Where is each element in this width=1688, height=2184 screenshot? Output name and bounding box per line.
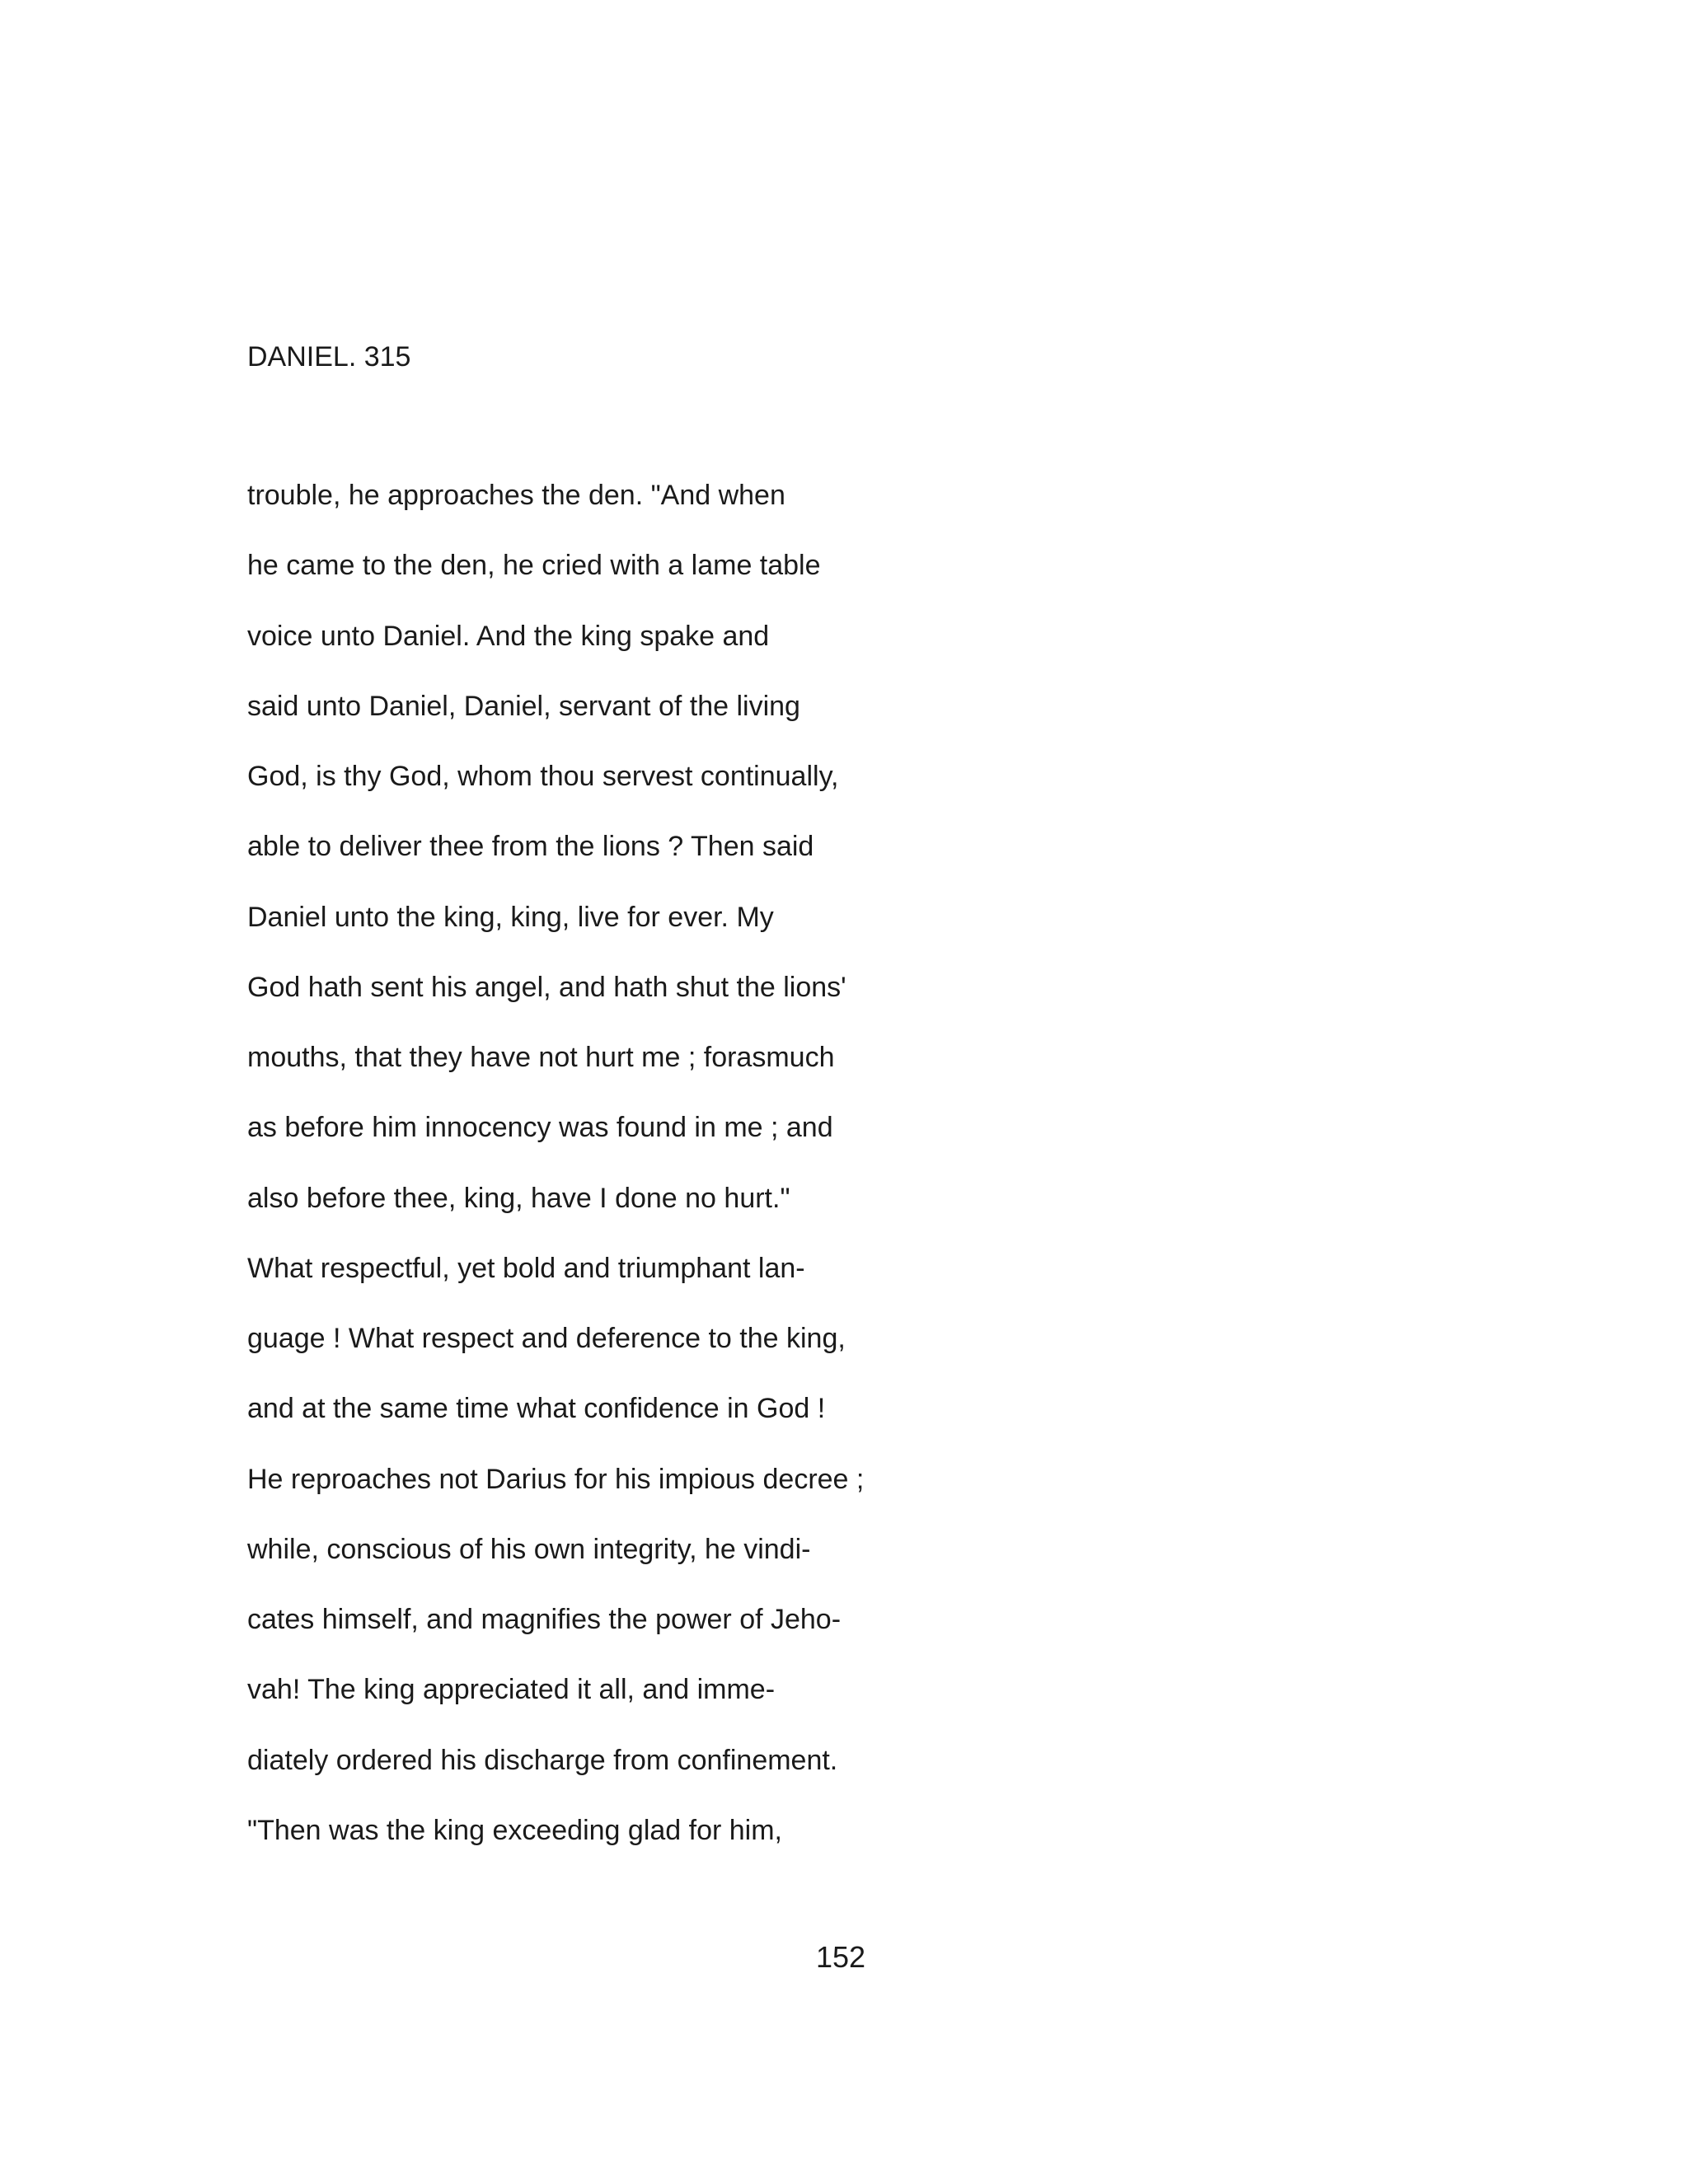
text-line: God, is thy God, whom thou servest continually, (247, 761, 839, 792)
text-line: said unto Daniel, Daniel, servant of the living (247, 690, 800, 722)
text-line: God hath sent his angel, and hath shut the lions' (247, 971, 846, 1003)
text-line: trouble, he approaches the den. "And when (247, 480, 785, 511)
body-text (247, 475, 989, 1880)
text-line: He reproaches not Darius for his impious decree ; (247, 1463, 865, 1495)
text-line: What respectful, yet bold and triumphant lan- (247, 1252, 805, 1284)
text-line: as before him innocency was found in me ; and (247, 1112, 833, 1144)
text-line: Daniel unto the king, king, live for ever. My (247, 901, 774, 933)
text-line: guage ! What respect and deference to the king, (247, 1323, 846, 1354)
text-line: "Then was the king exceeding glad for him, (247, 1814, 782, 1846)
text-line: also before thee, king, have I done no hurt." (247, 1182, 790, 1214)
text-line: voice unto Daniel. And the king spake and (247, 620, 770, 652)
text-line: while, conscious of his own integrity, he vindi- (247, 1533, 811, 1565)
page-number: 152 (815, 1940, 866, 1974)
text-line: diately ordered his discharge from confinement. (247, 1744, 838, 1776)
text-line: and at the same time what confidence in God ! (247, 1393, 826, 1425)
running-head: DANIEL. 315 (247, 341, 411, 373)
text-line: able to deliver thee from the lions ? Then said (247, 831, 814, 863)
text-line: he came to the den, he cried with a lame table (247, 550, 821, 582)
text-line: vah! The king appreciated it all, and imme- (247, 1674, 776, 1706)
text-line: mouths, that they have not hurt me ; forasmuch (247, 1042, 835, 1073)
text-line: cates himself, and magnifies the power of Jeho- (247, 1604, 842, 1635)
